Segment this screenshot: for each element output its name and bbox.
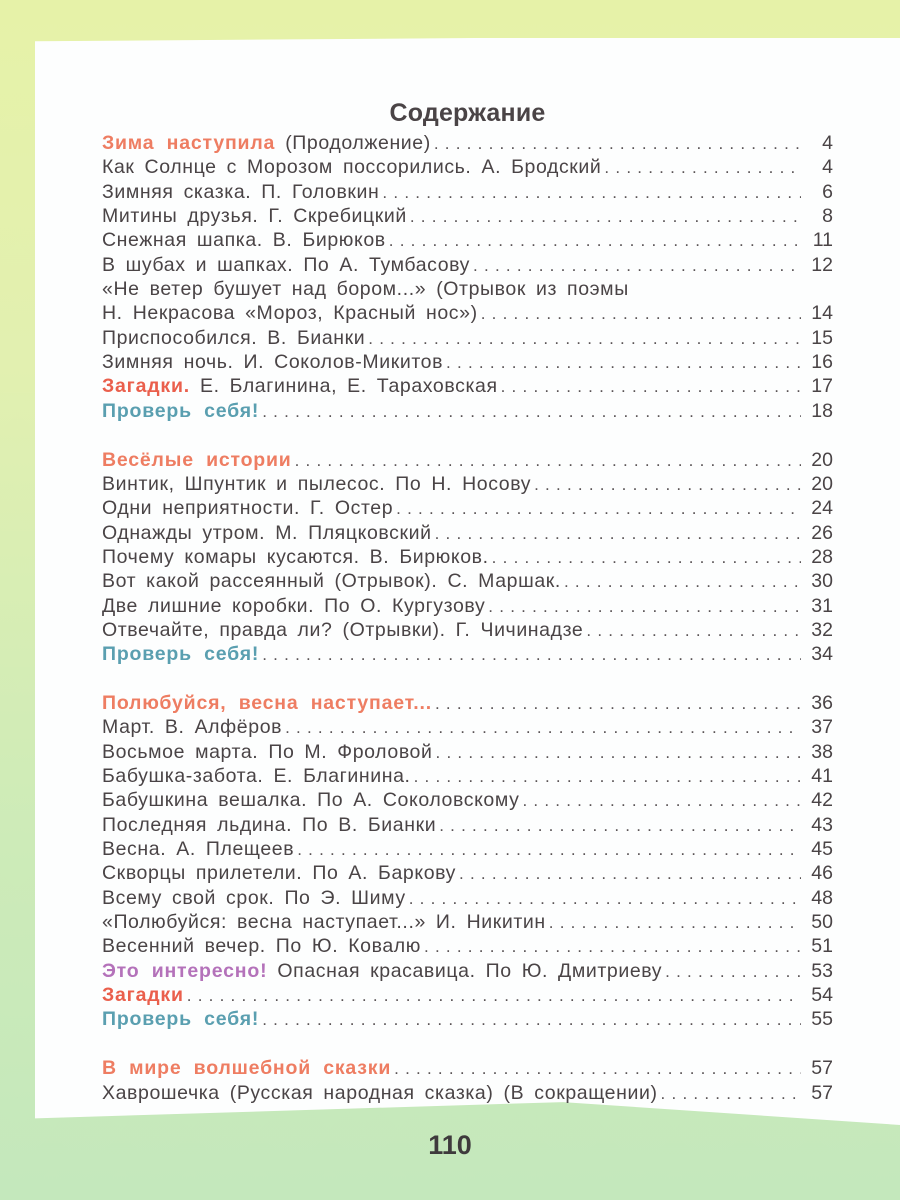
entry-page-number: 4: [822, 132, 833, 154]
toc-entry[interactable]: [102, 837, 833, 861]
toc-entry[interactable]: [102, 1056, 833, 1080]
entry-text: [102, 326, 365, 350]
toc-entry[interactable]: [102, 545, 833, 569]
entry-title: Как Солнце с Морозом поссорились. А. Бродский: [102, 156, 602, 179]
entry-page-number: 12: [811, 253, 833, 276]
entry-title: Зимняя ночь. И. Соколов-Микитов: [102, 351, 444, 374]
entry-text: [102, 301, 478, 325]
entry-title: «Полюбуйся: весна наступает...» И. Никитин: [102, 911, 546, 934]
entry-page-number: 46: [811, 862, 833, 885]
page-title: Содержание: [389, 98, 546, 127]
entry-page-number: 43: [811, 813, 833, 836]
entry-text: [102, 1081, 658, 1105]
entry-title: Снежная шапка. В. Бирюков: [102, 229, 386, 252]
entry-label-section: В мире волшебной сказки: [102, 1057, 392, 1080]
section-gap: [102, 423, 833, 447]
toc-entry[interactable]: [102, 618, 833, 642]
toc-entry[interactable]: [102, 472, 833, 496]
dot-leader: [409, 887, 801, 911]
entry-text: [102, 228, 386, 252]
entry-text: [102, 861, 456, 885]
toc-entry[interactable]: [102, 1081, 833, 1105]
entry-title: Приспособился. В. Бианки: [102, 326, 366, 349]
dot-leader: [604, 156, 801, 180]
entry-text: [102, 131, 431, 155]
dot-leader: [368, 327, 801, 351]
entry-title: Восьмое марта. По М. Фроловой: [102, 740, 433, 763]
entry-text: [102, 642, 259, 666]
entry-text: [102, 740, 433, 764]
entry-label-section: Весёлые истории: [102, 448, 292, 471]
entry-title: Вот какой рассеянный (Отрывок). С. Маршак.: [102, 570, 561, 593]
toc-entry[interactable]: [102, 934, 833, 958]
entry-page-number: 20: [811, 448, 833, 471]
entry-text: [102, 934, 421, 958]
dot-leader: [435, 692, 801, 716]
entry-label-check: Проверь себя!: [102, 643, 260, 666]
entry-title: Хаврошечка (Русская народная сказка) (В сокращении): [102, 1081, 658, 1104]
entry-label-riddle: Загадки: [102, 984, 184, 1007]
dot-leader: [549, 911, 801, 935]
dot-leader: [501, 375, 801, 399]
toc-entry[interactable]: [102, 521, 833, 545]
toc-entry[interactable]: [102, 448, 833, 472]
toc-entry[interactable]: [102, 155, 833, 179]
entry-page-number: 53: [811, 959, 833, 982]
dot-leader: [522, 789, 801, 813]
table-of-contents: [102, 131, 833, 1105]
entry-title: В шубах и шапках. По А. Тумбасову: [102, 253, 471, 276]
entry-text: [102, 399, 259, 423]
entry-title: Н. Некрасова «Мороз, Красный нос»): [102, 302, 478, 325]
dot-leader: [389, 229, 801, 253]
entry-page-number: 18: [811, 399, 833, 422]
entry-title: Бабушка-забота. Е. Благинина.: [102, 765, 411, 788]
entry-text: [102, 764, 411, 788]
section-gap: [102, 1032, 833, 1056]
entry-title: Е. Благинина, Е. Тараховская: [189, 375, 498, 398]
entry-page-number: 28: [811, 545, 833, 568]
entry-page-number: 8: [822, 205, 833, 228]
dot-leader: [262, 1008, 801, 1032]
entry-text: [102, 788, 519, 812]
entry-page-number: 48: [811, 886, 833, 909]
entry-text: [102, 1056, 391, 1080]
toc-entry[interactable]: [102, 1007, 833, 1031]
toc-entry[interactable]: [102, 740, 833, 764]
dot-leader: [481, 302, 801, 326]
entry-page-number: 34: [811, 643, 833, 666]
entry-text: [102, 715, 282, 739]
entry-text: [102, 910, 546, 934]
entry-title: Бабушкина вешалка. По А. Соколовскому: [102, 789, 520, 812]
entry-page-number: 30: [811, 570, 833, 593]
entry-page-number: 55: [811, 1008, 833, 1031]
entry-page-number: 57: [811, 1081, 833, 1104]
entry-page-number: 16: [811, 351, 833, 374]
dot-leader: [435, 522, 801, 546]
entry-title: Весна. А. Плещеев: [102, 838, 295, 861]
entry-page-number: 54: [811, 984, 833, 1007]
entry-page-number: 26: [811, 521, 833, 544]
dot-leader: [424, 935, 801, 959]
entry-text: [102, 180, 379, 204]
dot-leader: [410, 205, 801, 229]
entry-page-number: 42: [811, 789, 833, 812]
toc-entry[interactable]: [102, 983, 833, 1007]
dot-leader: [473, 254, 801, 278]
entry-page-number: 4: [822, 156, 833, 179]
dot-leader: [586, 619, 801, 643]
entry-text: [102, 253, 470, 277]
dot-leader: [262, 400, 801, 424]
entry-page-number: 51: [811, 935, 833, 958]
dot-leader: [439, 814, 801, 838]
dot-leader: [488, 595, 801, 619]
dot-leader: [564, 570, 801, 594]
entry-text: [102, 204, 407, 228]
dot-leader: [414, 765, 801, 789]
dot-leader: [661, 1082, 801, 1106]
entry-label-check: Проверь себя!: [102, 1008, 260, 1031]
toc-entry[interactable]: [102, 253, 833, 277]
entry-text: [102, 813, 436, 837]
dot-leader: [534, 473, 801, 497]
dot-leader: [297, 838, 801, 862]
entry-page-number: 57: [811, 1057, 833, 1080]
toc-entry[interactable]: [102, 691, 833, 715]
entry-title: Отвечайте, правда ли? (Отрывки). Г. Чичинадзе: [102, 618, 584, 641]
entry-page-number: 24: [811, 497, 833, 520]
entry-page-number: 31: [811, 594, 833, 617]
entry-text: [102, 496, 393, 520]
toc-entry[interactable]: [102, 715, 833, 739]
entry-text: [102, 155, 601, 179]
entry-page-number: 32: [811, 618, 833, 641]
entry-page-number: 45: [811, 838, 833, 861]
entry-page-number: 11: [812, 229, 833, 252]
entry-page-number: 15: [811, 326, 833, 349]
entry-text: [102, 545, 489, 569]
toc-entry-line: [102, 277, 833, 301]
entry-text: [102, 983, 184, 1007]
entry-text: [102, 1007, 259, 1031]
entry-title: Опасная красавица. По Ю. Дмитриеву: [267, 959, 663, 982]
page-number: 110: [428, 1130, 472, 1160]
dot-leader: [394, 1057, 801, 1081]
toc-entry[interactable]: [102, 861, 833, 885]
entry-text: [102, 374, 498, 398]
dot-leader: [436, 741, 802, 765]
toc-entry[interactable]: [102, 496, 833, 520]
toc-entry[interactable]: [102, 910, 833, 934]
dot-leader: [396, 497, 801, 521]
entry-text: [102, 521, 432, 545]
entry-label-riddle: Загадки.: [102, 375, 190, 398]
entry-page-number: 38: [811, 740, 833, 763]
dot-leader: [285, 716, 801, 740]
toc-entry[interactable]: [102, 788, 833, 812]
entry-title: Почему комары кусаются. В. Бирюков.: [102, 545, 489, 568]
entry-text: [102, 448, 292, 472]
entry-text: [102, 886, 406, 910]
entry-page-number: 17: [811, 375, 833, 398]
toc-entry[interactable]: [102, 399, 833, 423]
entry-title: «Не ветер бушует над бором...» (Отрывок из поэмы: [102, 278, 629, 301]
entry-text: [102, 959, 662, 983]
toc-entry[interactable]: [102, 326, 833, 350]
entry-title: Две лишние коробки. По О. Кургузову: [102, 594, 486, 617]
entry-text: [102, 691, 432, 715]
entry-title: Всему свой срок. По Э. Шиму: [102, 886, 406, 909]
entry-title: Последняя льдина. По В. Бианки: [102, 813, 437, 836]
entry-text: [102, 618, 583, 642]
toc-entry[interactable]: [102, 886, 833, 910]
toc-entry[interactable]: [102, 180, 833, 204]
entry-page-number: 37: [811, 716, 833, 739]
toc-entry[interactable]: [102, 228, 833, 252]
toc-entry[interactable]: [102, 959, 833, 983]
entry-page-number: 50: [811, 911, 833, 934]
toc-entry[interactable]: [102, 594, 833, 618]
toc-entry[interactable]: [102, 350, 833, 374]
toc-entry[interactable]: [102, 301, 833, 325]
dot-leader: [187, 984, 801, 1008]
entry-label-interesting: Это интересно!: [102, 959, 268, 982]
dot-leader: [382, 181, 801, 205]
entry-title: Март. В. Алфёров: [102, 716, 283, 739]
toc-entry[interactable]: [102, 813, 833, 837]
entry-label-section: Зима наступила: [102, 132, 276, 154]
dot-leader: [492, 546, 801, 570]
entry-title: Весенний вечер. По Ю. Ковалю: [102, 935, 422, 958]
toc-entry[interactable]: [102, 642, 833, 666]
toc-entry[interactable]: [102, 204, 833, 228]
entry-title: Зимняя сказка. П. Головкин: [102, 180, 380, 203]
dot-leader: [459, 862, 801, 886]
entry-title: Митины друзья. Г. Скребицкий: [102, 205, 407, 228]
toc-entry[interactable]: [102, 764, 833, 788]
entry-page-number: 14: [811, 302, 833, 325]
entry-label-section: Полюбуйся, весна наступает...: [102, 692, 432, 714]
toc-entry[interactable]: [102, 569, 833, 593]
entry-title: Однажды утром. М. Пляцковский: [102, 521, 432, 544]
dot-leader: [262, 643, 801, 667]
dot-leader: [295, 449, 801, 473]
dot-leader: [434, 132, 801, 156]
entry-text: [102, 837, 294, 861]
entry-text: [102, 350, 443, 374]
entry-label-check: Проверь себя!: [102, 399, 260, 422]
entry-text: [102, 594, 485, 618]
entry-page-number: 41: [811, 765, 833, 788]
entry-title: Винтик, Шпунтик и пылесос. По Н. Носову: [102, 472, 532, 495]
entry-text: [102, 472, 531, 496]
entry-title: (Продолжение): [275, 132, 431, 154]
entry-title: Одни неприятности. Г. Остер: [102, 497, 394, 520]
section-gap: [102, 667, 833, 691]
dot-leader: [446, 351, 801, 375]
entry-title: Скворцы прилетели. По А. Баркову: [102, 862, 457, 885]
toc-entry[interactable]: [102, 374, 833, 398]
toc-entry[interactable]: [102, 131, 833, 155]
entry-page-number: 20: [811, 472, 833, 495]
dot-leader: [665, 960, 801, 984]
entry-page-number: 36: [811, 692, 833, 714]
entry-page-number: 6: [822, 180, 833, 203]
entry-text: [102, 569, 561, 593]
